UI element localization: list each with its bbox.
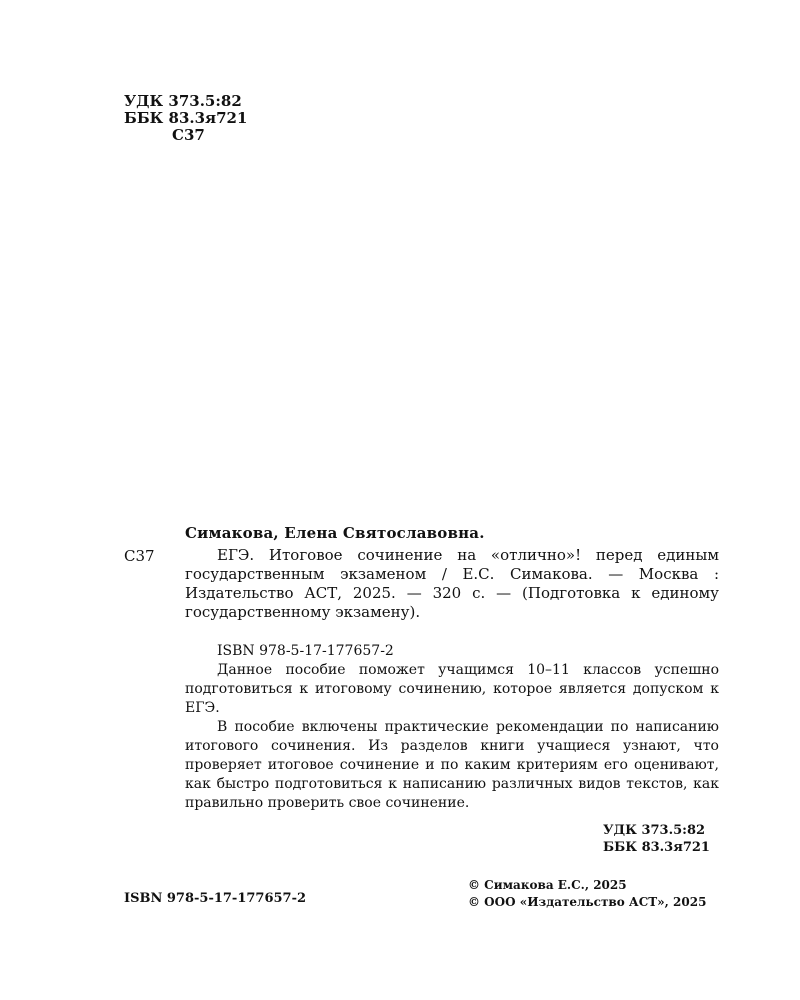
description-text: ЕГЭ. Итоговое сочинение на «отлично»! перед единым государственным экзаменом / Е.С. Симакова. — Москва : Издательство АСТ, 2025. — 320 с. — (Подготовка к единому государственному экзамену). bbox=[185, 546, 719, 621]
copyright-block bbox=[468, 877, 706, 911]
annotation-paragraph-1: Данное пособие поможет учащимся 10–11 классов успешно подготовиться к итоговому сочинению, которое является допуском к ЕГЭ. bbox=[185, 662, 719, 716]
annotation-paragraph-2: В пособие включены практические рекомендации по написанию итогового сочинения. Из разделов книги учащиеся узнают, что проверяет итоговое сочинение и по каким критериям его оценивают, как быстро подготовиться к написанию различных видов текстов, как правильно проверить свое сочинение. bbox=[185, 719, 719, 811]
footer-udk: УДК 373.5:82 bbox=[603, 823, 706, 838]
classification-codes bbox=[124, 93, 247, 144]
cutter-mark: С37 bbox=[124, 547, 155, 565]
footer-classification bbox=[603, 822, 710, 856]
footer-bbk: ББК 83.3я721 bbox=[603, 840, 710, 855]
author-heading: Симакова, Елена Святославовна. bbox=[185, 524, 485, 542]
footer-isbn: ISBN 978-5-17-177657-2 bbox=[124, 891, 307, 906]
bibliographic-description bbox=[185, 546, 719, 622]
bbk-code: ББК 83.3я721 bbox=[124, 109, 248, 127]
copyright-author: © Симакова Е.С., 2025 bbox=[468, 878, 627, 892]
copyright-publisher: © ООО «Издательство АСТ», 2025 bbox=[468, 895, 707, 909]
isbn-entry: ISBN 978-5-17-177657-2 bbox=[217, 643, 394, 659]
udk-code: УДК 373.5:82 bbox=[124, 92, 242, 110]
annotation bbox=[185, 661, 719, 813]
cutter-code: С37 bbox=[172, 126, 205, 144]
